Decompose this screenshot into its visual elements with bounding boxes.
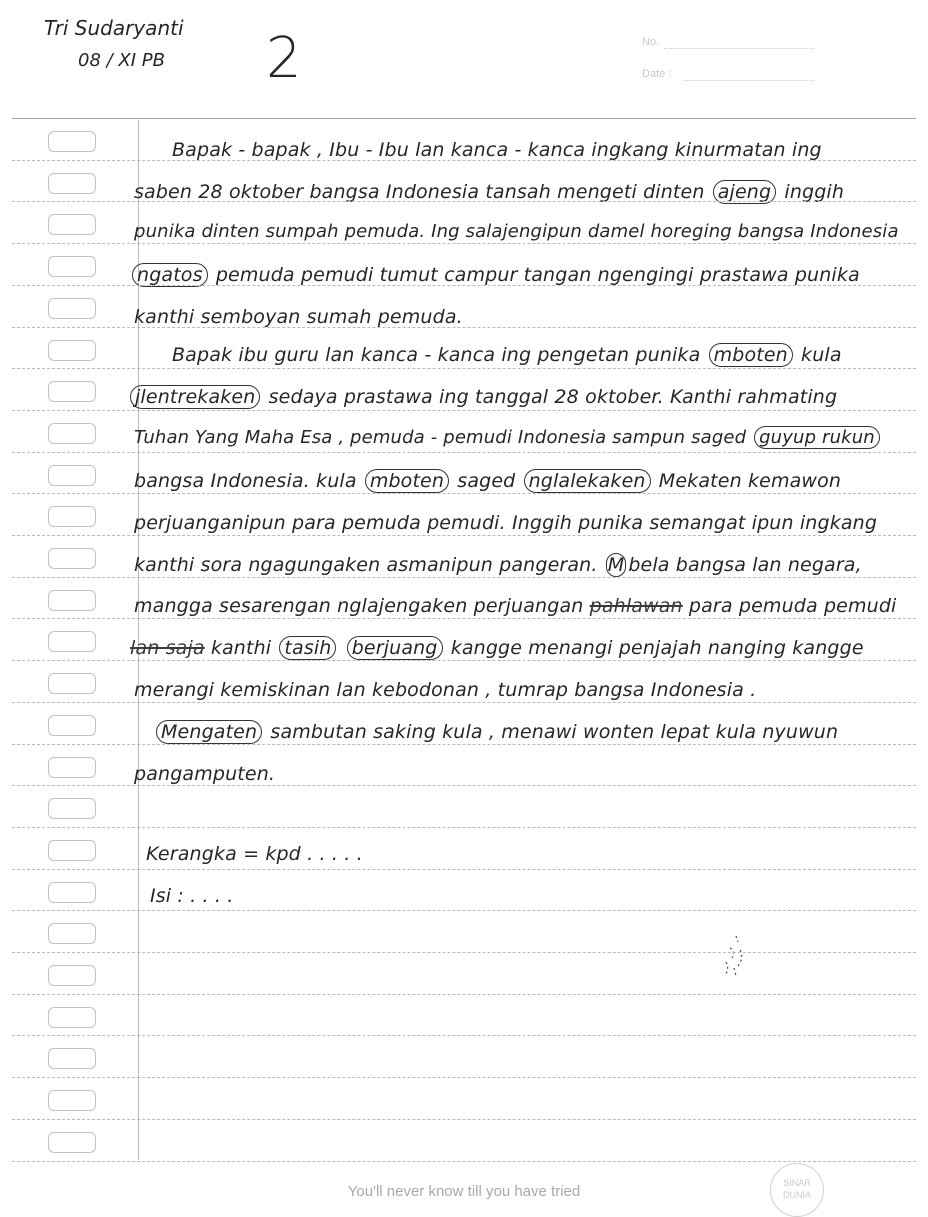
ruled-line <box>12 1161 916 1162</box>
no-field-label: No. <box>642 36 660 48</box>
margin-box <box>48 423 96 444</box>
circled-word: ajeng <box>713 180 776 204</box>
margin-box <box>48 1132 96 1153</box>
margin-box <box>48 131 96 152</box>
margin-box <box>48 506 96 527</box>
brand-stamp: SINAR DUNIA <box>770 1163 824 1217</box>
p2-line-4: bangsa Indonesia. kula mboten saged nglalekaken Mekaten kemawon <box>134 470 842 492</box>
p2-line-5: perjuanganipun para pemuda pemudi. Inggih punika semangat ipun ingkang <box>134 512 878 534</box>
ruled-line <box>12 702 916 703</box>
ruled-line <box>12 618 916 619</box>
no-field-line <box>664 48 814 49</box>
margin-box <box>48 465 96 486</box>
margin-box <box>48 1007 96 1028</box>
p2-line-7: mangga sesarengan nglajengaken perjuangan pahlawan para pemuda pemudi <box>134 595 897 617</box>
margin-box <box>48 1090 96 1111</box>
p1-line-1: Bapak - bapak , Ibu - Ibu lan kanca - kanca ingkang kinurmatan ing <box>172 139 822 161</box>
p1-line-3: punika dinten sumpah pemuda. Ing salajengipun damel horeging bangsa Indonesia <box>134 221 899 242</box>
struck-word: lan saja <box>130 637 205 659</box>
p1-line-4: ngatos pemuda pemudi tumut campur tangan ngengingi prastawa punika <box>130 263 860 287</box>
ruled-line <box>12 785 916 786</box>
ruled-line <box>12 1119 916 1120</box>
ruled-line <box>12 577 916 578</box>
outline-isi: Isi : . . . . <box>150 885 234 907</box>
struck-word: pahlawan <box>589 595 683 617</box>
circled-word: mboten <box>365 469 449 493</box>
circled-word: nglalekaken <box>524 469 651 493</box>
footer-motto: You'll never know till you have tried <box>347 1183 581 1200</box>
p1-line-5: kanthi semboyan sumah pemuda. <box>134 306 463 328</box>
scribble-mark <box>716 932 750 980</box>
ruled-line <box>12 660 916 661</box>
margin-box <box>48 381 96 402</box>
p1-line-2: saben 28 oktober bangsa Indonesia tansah mengeti dinten ajeng inggih <box>134 181 845 203</box>
ruled-line <box>12 243 916 244</box>
circled-word: jlentrekaken <box>130 385 260 409</box>
margin-box <box>48 340 96 361</box>
margin-box <box>48 757 96 778</box>
p2-line-6: kanthi sora ngagungaken asmanipun pangeran. M bela bangsa lan negara, <box>134 554 862 576</box>
ruled-line <box>12 910 916 911</box>
margin-box <box>48 256 96 277</box>
margin-box <box>48 715 96 736</box>
ruled-line <box>12 201 916 202</box>
ruled-line <box>12 118 916 119</box>
margin-box <box>48 965 96 986</box>
margin-box <box>48 590 96 611</box>
p2-line-8: lan saja kanthi tasih berjuang kangge menangi penjajah nanging kangge <box>130 637 864 659</box>
margin-box <box>48 214 96 235</box>
ruled-line <box>12 535 916 536</box>
ruled-line <box>12 493 916 494</box>
ruled-line <box>12 744 916 745</box>
ruled-line <box>12 368 916 369</box>
p3-line-1: Mengaten sambutan saking kula , menawi wonten lepat kula nyuwun <box>154 720 838 744</box>
circled-word: M <box>607 554 625 576</box>
p2-line-3: Tuhan Yang Maha Esa , pemuda - pemudi Indonesia sampun saged guyup rukun <box>134 426 882 450</box>
circled-word: tasih <box>279 636 336 660</box>
ruled-line <box>12 410 916 411</box>
circled-word: mboten <box>709 343 793 367</box>
margin-box <box>48 631 96 652</box>
margin-box <box>48 298 96 319</box>
p2-line-2: jlentrekaken sedaya prastawa ing tanggal 28 oktober. Kanthi rahmating <box>128 385 837 409</box>
ruled-line <box>12 827 916 828</box>
p3-line-2: pangamputen. <box>134 763 276 785</box>
ruled-line <box>12 285 916 286</box>
p2-line-1: Bapak ibu guru lan kanca - kanca ing pengetan punika mboten kula <box>172 344 842 366</box>
margin-box <box>48 173 96 194</box>
date-field-label: Date : <box>642 68 672 80</box>
ruled-line <box>12 869 916 870</box>
margin-box <box>48 840 96 861</box>
margin-box <box>48 798 96 819</box>
margin-box <box>48 1048 96 1069</box>
circled-word: ngatos <box>132 263 208 287</box>
p2-line-9: merangi kemiskinan lan kebodonan , tumrap bangsa Indonesia . <box>134 679 757 701</box>
circled-word: guyup rukun <box>754 426 880 449</box>
ruled-line <box>12 452 916 453</box>
date-field-line <box>684 80 814 81</box>
ruled-line <box>12 327 916 328</box>
ruled-line <box>12 952 916 953</box>
page-number: 2 <box>266 26 302 91</box>
ruled-line <box>12 160 916 161</box>
ruled-line <box>12 1077 916 1078</box>
margin-box <box>48 923 96 944</box>
circled-word: Mengaten <box>156 720 262 744</box>
margin-box <box>48 673 96 694</box>
ruled-line <box>12 1035 916 1036</box>
student-name: Tri Sudaryanti <box>44 16 184 40</box>
margin-box <box>48 882 96 903</box>
student-class: 08 / XI PB <box>78 50 165 71</box>
margin-box <box>48 548 96 569</box>
ruled-line <box>12 994 916 995</box>
outline-kerangka: Kerangka = kpd . . . . . <box>146 843 363 865</box>
circled-word: berjuang <box>347 636 443 660</box>
